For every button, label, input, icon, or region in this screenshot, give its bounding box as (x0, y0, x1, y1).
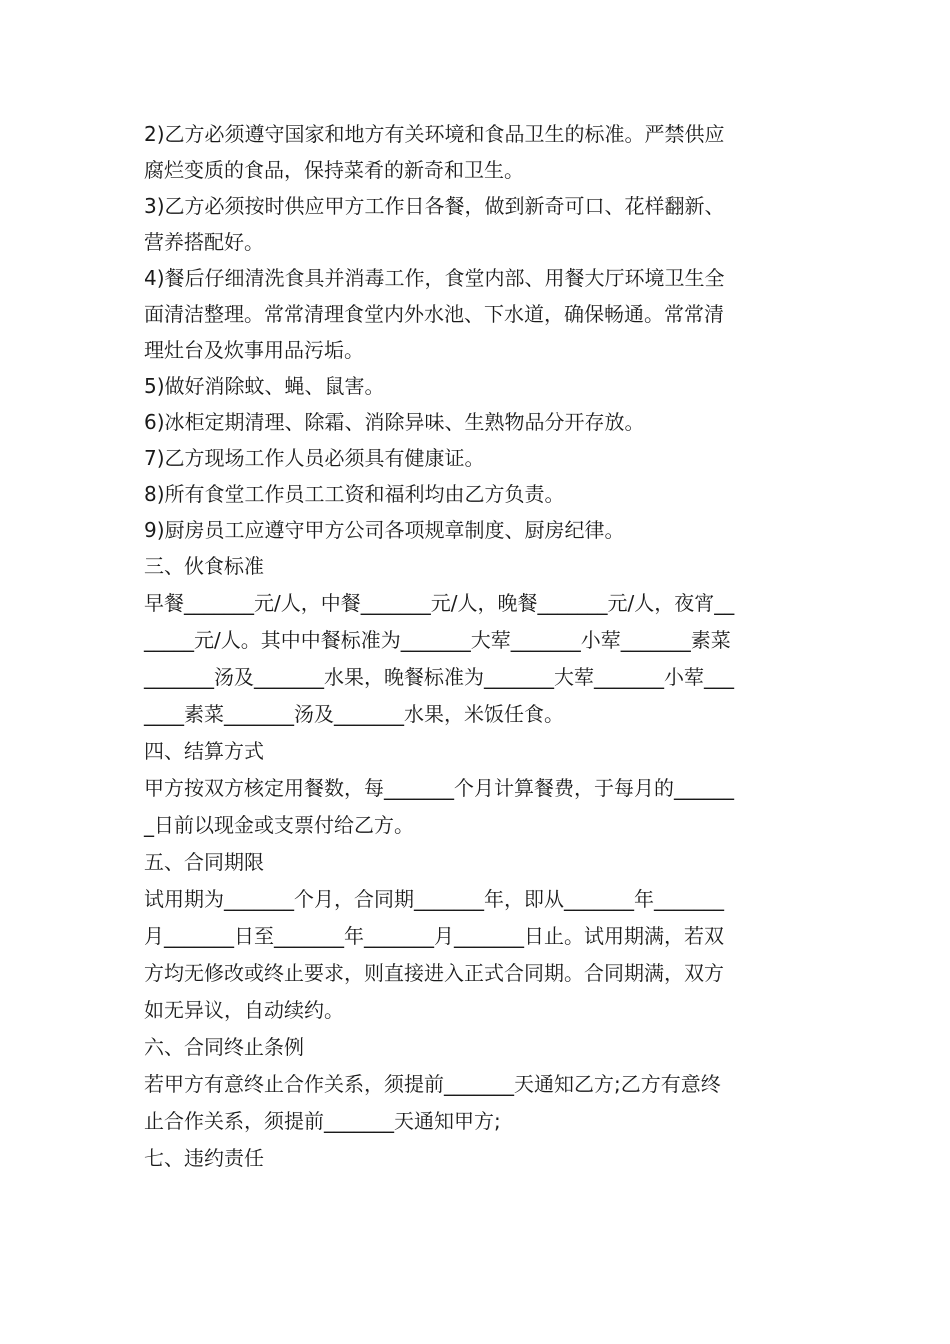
term-line-3: 方均无修改或终止要求，则直接进入正式合同期。合同期满，双方 (144, 961, 724, 985)
clause-3-line-2: 营养搭配好。 (144, 230, 264, 254)
meal-standard-line-1: 早餐_______元/人，中餐_______元/人，晚餐_______元/人，夜宵__ (144, 591, 735, 615)
clause-3-line-1: 3)乙方必须按时供应甲方工作日各餐，做到新奇可口、花样翻新、 (144, 194, 725, 218)
term-line-1: 试用期为_______个月，合同期_______年，即从_______年_______ (144, 887, 724, 911)
document-body (144, 116, 806, 1177)
clause-4-line-3: 理灶台及炊事用品污垢。 (144, 338, 364, 362)
settlement-line-2: _日前以现金或支票付给乙方。 (144, 813, 414, 837)
termination-line-2: 止合作关系，须提前_______天通知甲方; (144, 1109, 501, 1133)
meal-standard-line-3: _______汤及_______水果，晚餐标准为_______大荤_______小荤___ (144, 665, 734, 689)
clause-8: 8)所有食堂工作员工工资和福利均由乙方负责。 (144, 482, 565, 506)
termination-line-1: 若甲方有意终止合作关系，须提前_______天通知乙方;乙方有意终 (144, 1072, 721, 1096)
clause-6: 6)冰柜定期清理、除霜、消除异味、生熟物品分开存放。 (144, 410, 645, 434)
section-heading-6: 六、合同终止条例 (144, 1035, 304, 1059)
meal-standard-line-2: _____元/人。其中中餐标准为_______大荤_______小荤_______素菜 (144, 628, 731, 652)
section-heading-4: 四、结算方式 (144, 739, 264, 763)
clause-7: 7)乙方现场工作人员必须具有健康证。 (144, 446, 485, 470)
clause-2-line-2: 腐烂变质的食品，保持菜肴的新奇和卫生。 (144, 158, 524, 182)
clause-9: 9)厨房员工应遵守甲方公司各项规章制度、厨房纪律。 (144, 518, 625, 542)
clause-2-line-1: 2)乙方必须遵守国家和地方有关环境和食品卫生的标准。严禁供应 (144, 122, 725, 146)
clause-4-line-2: 面清洁整理。常常清理食堂内外水池、下水道，确保畅通。常常清 (144, 302, 724, 326)
meal-standard-line-4: ____素菜_______汤及_______水果，米饭任食。 (144, 702, 564, 726)
term-line-2: 月_______日至_______年_______月_______日止。试用期满，若双 (144, 924, 724, 948)
section-heading-3: 三、伙食标准 (144, 554, 264, 578)
clause-5: 5)做好消除蚊、蝇、鼠害。 (144, 374, 385, 398)
term-line-4: 如无异议，自动续约。 (144, 998, 344, 1022)
section-heading-7: 七、违约责任 (144, 1146, 264, 1170)
settlement-line-1: 甲方按双方核定用餐数，每_______个月计算餐费，于每月的______ (144, 776, 734, 800)
clause-4-line-1: 4)餐后仔细清洗食具并消毒工作，食堂内部、用餐大厅环境卫生全 (144, 266, 725, 290)
section-heading-5: 五、合同期限 (144, 850, 264, 874)
